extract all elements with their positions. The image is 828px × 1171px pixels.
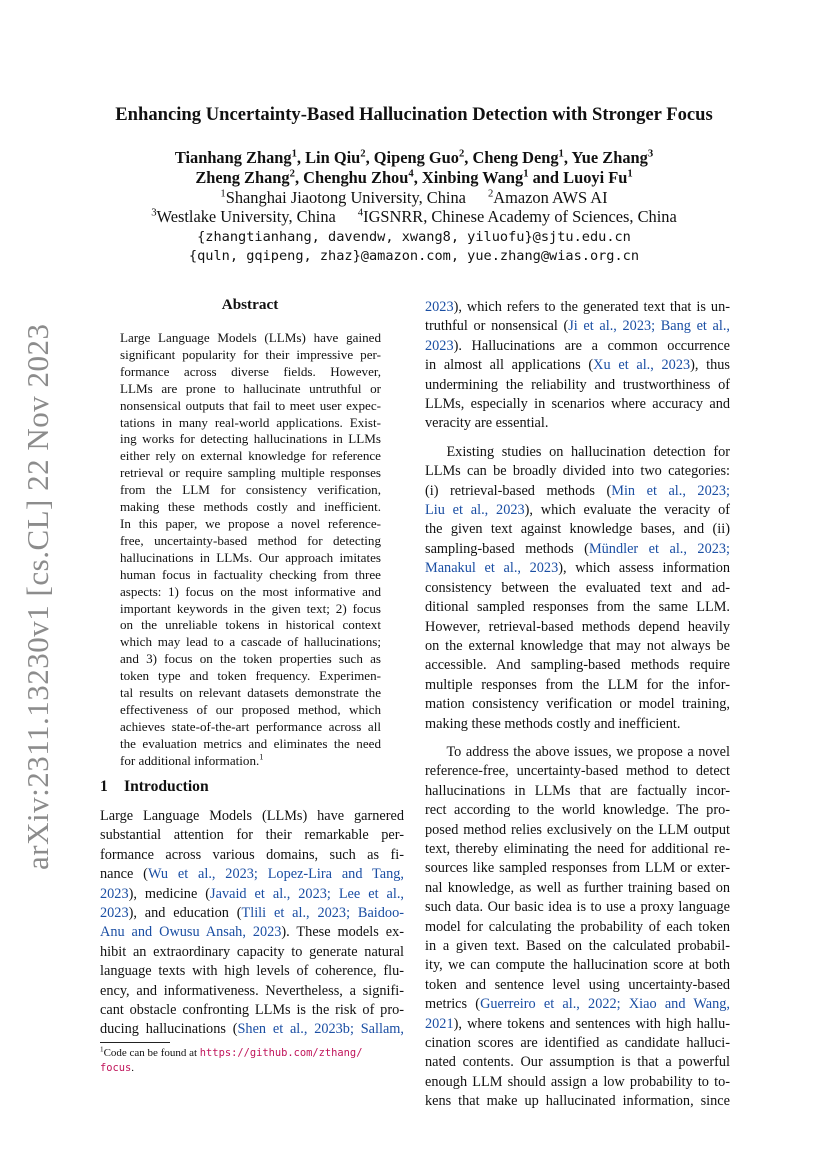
- abstract-line: formance across diverse fields. However,: [120, 363, 381, 379]
- text-run: enough LLM should assign a low probability to to-: [425, 1073, 730, 1090]
- affiliation-line-1: [60, 188, 768, 208]
- text-line: [425, 918, 730, 937]
- text-run: LLMs, especially in scenarios where accuracy and: [425, 396, 730, 413]
- citation-link[interactable]: Min et al., 2023;: [611, 482, 730, 499]
- text-run: model for calculating the probability of each token: [425, 918, 730, 935]
- author-name: Chenghu Zhou: [303, 168, 409, 187]
- footnote-url-part-2[interactable]: focus: [100, 1062, 132, 1074]
- text-run: text, thereby eliminating the need for additional re-: [425, 840, 730, 857]
- text-run: ditional sampled responses from the same LLM.: [425, 599, 730, 616]
- abstract-line: on the unreliable tokens in historical context: [120, 617, 381, 633]
- text-run: kens that make up hallucinated information, since: [425, 1093, 730, 1110]
- abstract-line: human focus in factuality checking from three: [120, 566, 381, 582]
- text-line: [425, 898, 730, 917]
- abstract-line: tations in many real-world applications. Exist-: [120, 414, 381, 430]
- abstract-line: LLMs are prone to hallucinate untruthful or: [120, 380, 381, 396]
- author-affiliation-mark: 2: [360, 148, 366, 160]
- footnote-reference[interactable]: 1: [259, 751, 264, 762]
- text-line: [100, 904, 404, 923]
- text-line: [425, 937, 730, 956]
- abstract-line: In this paper, we propose a novel reference-: [120, 515, 381, 531]
- text-run: truthful or nonsensical (: [425, 318, 569, 335]
- author-name: Cheng Deng: [472, 148, 559, 167]
- author-affiliation-mark: 3: [647, 148, 654, 160]
- arxiv-identifier-stamp: arXiv:2311.13230v1 [cs.CL] 22 Nov 2023: [20, 323, 55, 870]
- abstract-line: either rely on external knowledge for reference: [120, 448, 381, 464]
- citation-link[interactable]: Javaid et al., 2023; Lee et al.,: [210, 885, 404, 902]
- abstract-line: ing works for detecting hallucinations in LLMs: [120, 431, 381, 447]
- footnote-text: Code can be found at: [103, 1047, 200, 1059]
- abstract-line: tal results on relevant datasets demonstrate the: [120, 685, 381, 701]
- text-run: formance across various domains, such as fi-: [100, 846, 404, 863]
- text-run: such data. Our basic idea is to use a proxy language: [425, 899, 730, 916]
- text-run: reference-free, uncertainty-based method to detect: [425, 763, 730, 780]
- author-name: Xinbing Wang: [421, 168, 524, 187]
- text-run: posed method relies exclusively on the LLM output: [425, 821, 730, 838]
- text-run: nal knowledge, as well as further training based on: [425, 879, 730, 896]
- paragraph: [425, 298, 730, 434]
- text-line: [100, 962, 404, 981]
- text-line: [425, 995, 730, 1014]
- text-line: [425, 540, 730, 559]
- author-name: Yue Zhang: [571, 148, 648, 167]
- citation-link[interactable]: Anu and Owusu Ansah, 2023: [100, 924, 282, 941]
- text-run: Large Language Models (LLMs) have garnered: [100, 808, 404, 824]
- text-run: LLMs can be broadly divided into two categories:: [425, 463, 730, 480]
- citation-link[interactable]: Tlili et al., 2023; Baidoo-: [241, 905, 404, 922]
- text-line: [425, 676, 730, 695]
- text-line: [425, 1092, 730, 1111]
- footnote-divider: [100, 1042, 170, 1043]
- citation-link[interactable]: Xu et al., 2023: [593, 357, 691, 374]
- text-run: ), which evaluate the veracity of: [524, 502, 730, 519]
- text-run: Existing studies on hallucination detection for: [425, 443, 730, 460]
- text-run: language texts with high levels of coherence, flu-: [100, 963, 404, 980]
- footnote-mark: 1: [100, 1045, 104, 1054]
- text-line: [100, 943, 404, 962]
- abstract-line: token type and token frequency. Experimen-: [120, 668, 381, 684]
- text-line: [425, 376, 730, 395]
- author-name: Luoyi Fu: [563, 168, 628, 187]
- text-run: multiple responses from the LLM for the infor-: [425, 676, 730, 693]
- author-line-2: Zheng Zhang$^2$, Chenghu Zhou$^4$, Xinbing Wang$^1$ and Luoyi Fu$^1$: [195, 168, 633, 187]
- abstract-line: effectiveness of our proposed method, which: [120, 701, 381, 717]
- affiliation-name: IGSNRR, Chinese Academy of Sciences, China: [363, 207, 677, 226]
- text-line: [425, 618, 730, 637]
- abstract-line: achieves state-of-the-art performance across all: [120, 718, 381, 734]
- text-line: [425, 1053, 730, 1072]
- text-run: ), and education (: [128, 905, 242, 922]
- abstract-line: retrieval or require sampling multiple responses: [120, 465, 381, 481]
- affiliation-name: Shanghai Jiaotong University, China: [225, 188, 466, 207]
- text-line: [425, 598, 730, 617]
- text-run: nance (: [100, 866, 148, 883]
- text-line: [425, 462, 730, 481]
- text-run: nated contents. Our assumption is that a powerful: [425, 1054, 730, 1071]
- text-line: [425, 317, 730, 336]
- citation-link[interactable]: Guerreiro et al., 2022; Xiao and Wang,: [480, 996, 730, 1013]
- abstract-line: aspects: 1) focus on the most informative and: [120, 583, 381, 599]
- text-run: cant obstacle confronting LLMs is the risk of pro-: [100, 1002, 404, 1019]
- affiliation-mark: 3: [151, 207, 157, 219]
- affiliation-name: Amazon AWS AI: [493, 188, 608, 207]
- text-line: [100, 923, 404, 942]
- abstract-line: Large Language Models (LLMs) have gained: [120, 330, 381, 345]
- text-run: cination scores are identified as candidate halluci-: [425, 1035, 730, 1052]
- text-run: mation consistency verification or model training,: [425, 696, 730, 713]
- text-line: [425, 743, 730, 762]
- author-affiliation-mark: 1: [558, 148, 564, 160]
- text-line: [425, 715, 730, 734]
- text-line: [100, 846, 404, 865]
- text-line: [100, 885, 404, 904]
- text-run: consistency between the evaluated text and ad-: [425, 579, 730, 596]
- text-line: [100, 1001, 404, 1020]
- text-run: (i) retrieval-based methods (: [425, 482, 612, 499]
- citation-link[interactable]: Manakul et al., 2023: [425, 560, 559, 577]
- author-affiliation-mark: 1: [627, 168, 633, 180]
- text-line: [425, 1015, 730, 1034]
- text-run: the given text against knowledge bases, and (ii): [425, 521, 730, 538]
- introduction-right-column: [425, 298, 730, 1112]
- text-line: [425, 976, 730, 995]
- affiliation-line-2: [60, 207, 768, 227]
- text-line: [425, 443, 730, 462]
- abstract-line: free, uncertainty-based method for detecting: [120, 532, 381, 548]
- text-run: sampling-based methods (: [425, 540, 589, 557]
- text-run: token and sentence level using uncertainty-based: [425, 976, 730, 993]
- paragraph: [425, 743, 730, 1112]
- footnote: [100, 1046, 410, 1076]
- citation-link[interactable]: Mündler et al., 2023;: [588, 540, 731, 557]
- text-run: sources like sampled responses from LLM or exter-: [425, 860, 730, 877]
- text-run: ). These models ex-: [281, 924, 404, 941]
- text-line: [425, 1034, 730, 1053]
- author-affiliation-mark: 2: [458, 148, 465, 160]
- text-run: metrics (: [425, 996, 481, 1013]
- text-run: making these methods costly and inefficient.: [425, 715, 681, 732]
- introduction-left-column: [100, 807, 404, 1040]
- citation-link[interactable]: 2023: [100, 905, 129, 922]
- text-line: [425, 1073, 730, 1092]
- author-affiliation-mark: 4: [408, 168, 414, 180]
- text-line: [425, 637, 730, 656]
- citation-link[interactable]: Liu et al., 2023: [425, 502, 525, 519]
- abstract-line: nonsensical outputs that fail to meet user expec-: [120, 397, 381, 413]
- text-run: undermining the reliability and trustworthiness of: [425, 376, 730, 393]
- email-line-2: {quln, gqipeng, zhaz}@amazon.com, yue.zhang@wias.org.cn: [188, 248, 640, 264]
- text-run: ducing hallucinations (: [100, 1021, 238, 1038]
- footnote-end: .: [131, 1062, 135, 1074]
- abstract-line: which may lead to a cascade of hallucinations;: [120, 634, 381, 650]
- section-title: Introduction: [124, 778, 209, 795]
- abstract-line: important keywords in the given text; 2) focus: [120, 600, 381, 616]
- citation-link[interactable]: Shen et al., 2023b; Sallam,: [237, 1021, 405, 1038]
- affiliation-mark: 4: [357, 207, 364, 219]
- text-line: [425, 801, 730, 820]
- text-run: ), which refers to the generated text that is un-: [453, 299, 730, 315]
- citation-link[interactable]: Ji et al., 2023; Bang et al.,: [568, 318, 731, 335]
- text-run: veracity are essential.: [425, 415, 549, 432]
- abstract-body: [120, 330, 381, 770]
- text-run: ), medicine (: [128, 885, 211, 902]
- footnote-url-part-1[interactable]: https://github.com/zthang/: [199, 1047, 363, 1059]
- text-run: ), where tokens and sentences with high hallu-: [453, 1015, 730, 1032]
- text-run: ity, we can compute the hallucination score at both: [425, 957, 730, 974]
- text-run: ), which assess information: [558, 560, 730, 577]
- abstract-line: the evaluation metrics and eliminates the need: [120, 735, 381, 751]
- citation-link[interactable]: 2023: [425, 337, 454, 354]
- text-run: hallucinations in LLMs that are factually incor-: [425, 782, 730, 799]
- author-name: Lin Qiu: [305, 148, 361, 167]
- text-line: [100, 807, 404, 826]
- text-run: hibit an extraordinary capacity to generate natural: [100, 943, 404, 960]
- text-run: However, retrieval-based methods depend heavily: [425, 618, 730, 635]
- author-name: Zheng Zhang: [195, 168, 290, 187]
- text-run: ), thus: [690, 357, 730, 374]
- text-line: [425, 859, 730, 878]
- text-run: in almost all applications (: [425, 357, 594, 374]
- text-line: [425, 782, 730, 801]
- citation-link[interactable]: 2023: [425, 299, 454, 315]
- text-line: [100, 1020, 404, 1039]
- text-line: [425, 695, 730, 714]
- text-line: [425, 501, 730, 520]
- abstract-line: hallucinations in LLMs. Our approach imitates: [120, 549, 381, 565]
- text-line: [100, 865, 404, 884]
- text-line: [425, 956, 730, 975]
- abstract-line: significant popularity for their impressive per-: [120, 346, 381, 362]
- citation-link[interactable]: 2021: [425, 1015, 454, 1032]
- text-line: [425, 520, 730, 539]
- email-line-1: {zhangtianhang, davendw, xwang8, yiluofu}@sjtu.edu.cn: [197, 229, 631, 245]
- affiliation-mark: 2: [487, 188, 494, 200]
- text-run: substantial attention for their remarkable per-: [100, 827, 404, 844]
- text-line: [425, 395, 730, 414]
- text-line: [425, 840, 730, 859]
- text-line: [425, 337, 730, 356]
- citation-link[interactable]: Wu et al., 2023; Lopez-Lira and Tang,: [147, 866, 404, 883]
- author-affiliation-mark: 1: [291, 148, 297, 160]
- abstract-heading: Abstract: [221, 296, 279, 313]
- text-run: accessible. And sampling-based methods require: [425, 657, 730, 674]
- text-run: To address the above issues, we propose a novel: [425, 743, 730, 760]
- text-run: on the external knowledge that may not always be: [425, 637, 730, 654]
- citation-link[interactable]: 2023: [100, 885, 129, 902]
- text-run: in a given text. Based on the calculated probabil-: [425, 938, 730, 954]
- section-number: 1: [100, 778, 108, 795]
- section-heading-introduction: [100, 778, 400, 796]
- abstract-line: for additional information.$^1$: [120, 751, 264, 768]
- author-name: Qipeng Guo: [373, 148, 459, 167]
- text-line: [425, 482, 730, 501]
- text-line: [425, 356, 730, 375]
- paragraph: [425, 443, 730, 734]
- text-line: [425, 298, 730, 317]
- text-line: [425, 879, 730, 898]
- text-line: [425, 821, 730, 840]
- author-affiliation-mark: 2: [289, 168, 295, 180]
- paper-title: Enhancing Uncertainty-Based Hallucination Detection with Stronger Focus: [115, 104, 713, 125]
- author-line-1: Tianhang Zhang$^1$, Lin Qiu$^2$, Qipeng Guo$^2$, Cheng Deng$^1$, Yue Zhang$^3$: [174, 148, 654, 167]
- text-line: [425, 579, 730, 598]
- abstract-line: making these methods costly and inefficient.: [120, 499, 381, 515]
- affiliation-name: Westlake University, China: [156, 207, 336, 226]
- text-run: rect according to the world knowledge. The pro-: [425, 802, 730, 819]
- text-line: [425, 656, 730, 675]
- text-run: ). Hallucinations are a common occurrence: [453, 337, 730, 354]
- author-affiliation-mark: 1: [523, 168, 529, 180]
- text-line: [100, 982, 404, 1001]
- text-line: [425, 559, 730, 578]
- affiliation-mark: 1: [220, 188, 226, 200]
- text-line: [425, 414, 730, 433]
- author-name: Tianhang Zhang: [174, 148, 292, 167]
- text-line: [100, 826, 404, 845]
- abstract-line: and 3) focus on the token properties such as: [120, 651, 381, 667]
- text-run: ency, and informativeness. Nevertheless, a signifi-: [100, 982, 404, 999]
- text-line: [425, 762, 730, 781]
- abstract-line: from the LLM for consistency verification,: [120, 482, 381, 498]
